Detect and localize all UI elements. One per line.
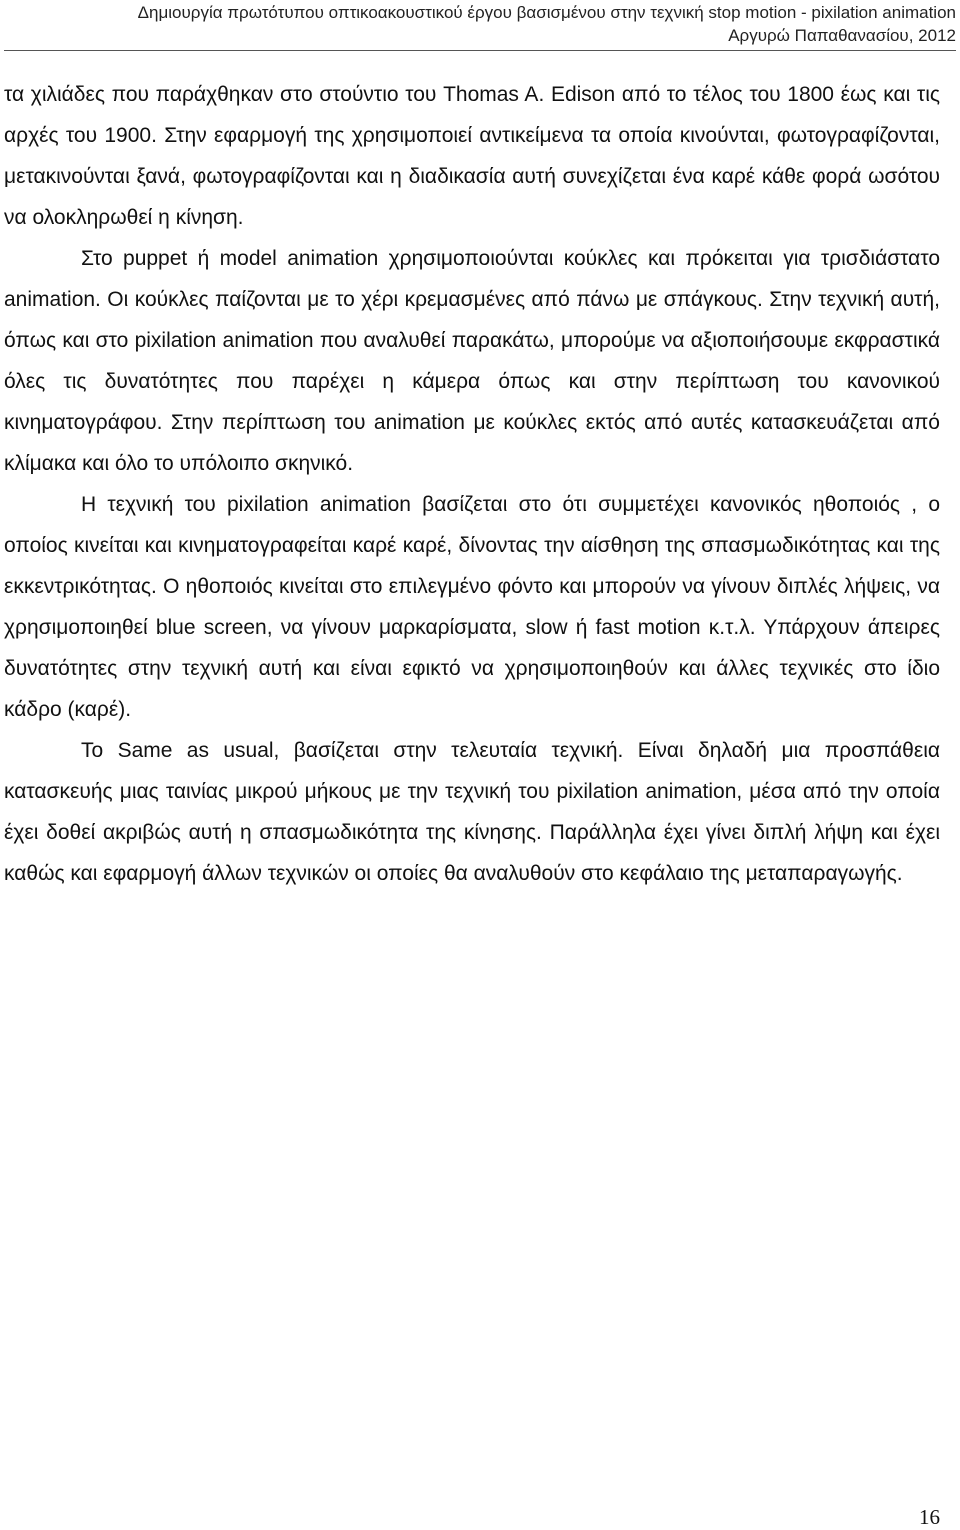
header-author-year: Αργυρώ Παπαθανασίου, 2012 [728, 26, 956, 45]
header-title: Δημιουργία πρωτότυπου οπτικοακουστικού έργου βασισμένου στην τεχνική stop motion - pixilation animation [137, 3, 956, 22]
document-body [4, 74, 940, 894]
paragraph-pixilation-animation: Η τεχνική του pixilation animation βασίζεται στο ότι συμμετέχει κανονικός ηθοποιός , ο οποίος κινείται και κινηματογραφείται καρέ καρέ, δίνοντας την αίσθηση της σπασμωδικότητας και της εκκεντρικότητας. Ο ηθοποιός κινείται στο επιλεγμένο φόντο και μπορούν να γίνουν διπλές λήψεις, να χρησιμοποιηθεί blue screen, να γίνουν μαρκαρίσματα, slow ή fast motion κ.τ.λ. Υπάρχουν άπειρες δυνατότητες στην τεχνική αυτή και είναι εφικτό να χρησιμοποιηθούν και άλλες τεχνικές στο ίδιο κάδρο (καρέ). [4, 493, 940, 721]
page-header [4, 0, 956, 47]
paragraph-puppet-animation: Στο puppet ή model animation χρησιμοποιούνται κούκλες και πρόκειται για τρισδιάστατο animation. Οι κούκλες παίζονται με το χέρι κρεμασμένες από πάνω με σπάγκους. Στην τεχνική αυτή, όπως και στο pixilation animation που αναλυθεί παρακάτω, μπορούμε να αξιοποιήσουμε εκφραστικά όλες τις δυνατότητες που παρέχει η κάμερα όπως και στην περίπτωση του κανονικού κινηματογράφου. Στην περίπτωση του animation με κούκλες εκτός από αυτές κατασκευάζεται από κλίμακα και όλο το υπόλοιπο σκηνικό. [4, 247, 940, 475]
page-number: 16 [919, 1505, 940, 1529]
paragraph-same-as-usual: Το Same as usual, βασίζεται στην τελευταία τεχνική. Είναι δηλαδή μια προσπάθεια κατασκευής μιας ταινίας μικρού μήκους με την τεχνική του pixilation animation, μέσα από την οποία έχει δοθεί ακριβώς αυτή η σπασμωδικότητα της κίνησης. Παράλληλα έχει γίνει διπλή λήψη και έχει καθώς και εφαρμογή άλλων τεχνικών οι οποίες θα αναλυθούν στο κεφάλαιο της μεταπαραγωγής. [4, 739, 940, 885]
header-divider [4, 50, 956, 51]
paragraph-edison-continuation: τα χιλιάδες που παράχθηκαν στο στούντιο του Thomas A. Edison από το τέλος του 1800 έως και τις αρχές του 1900. Στην εφαρμογή της χρησιμοποιεί αντικείμενα τα οποία κινούνται, φωτογραφίζονται, μετακινούνται ξανά, φωτογραφίζονται και η διαδικασία αυτή συνεχίζεται ένα καρέ κάθε φορά ωσότου να ολοκληρωθεί η κίνηση. [4, 83, 940, 229]
